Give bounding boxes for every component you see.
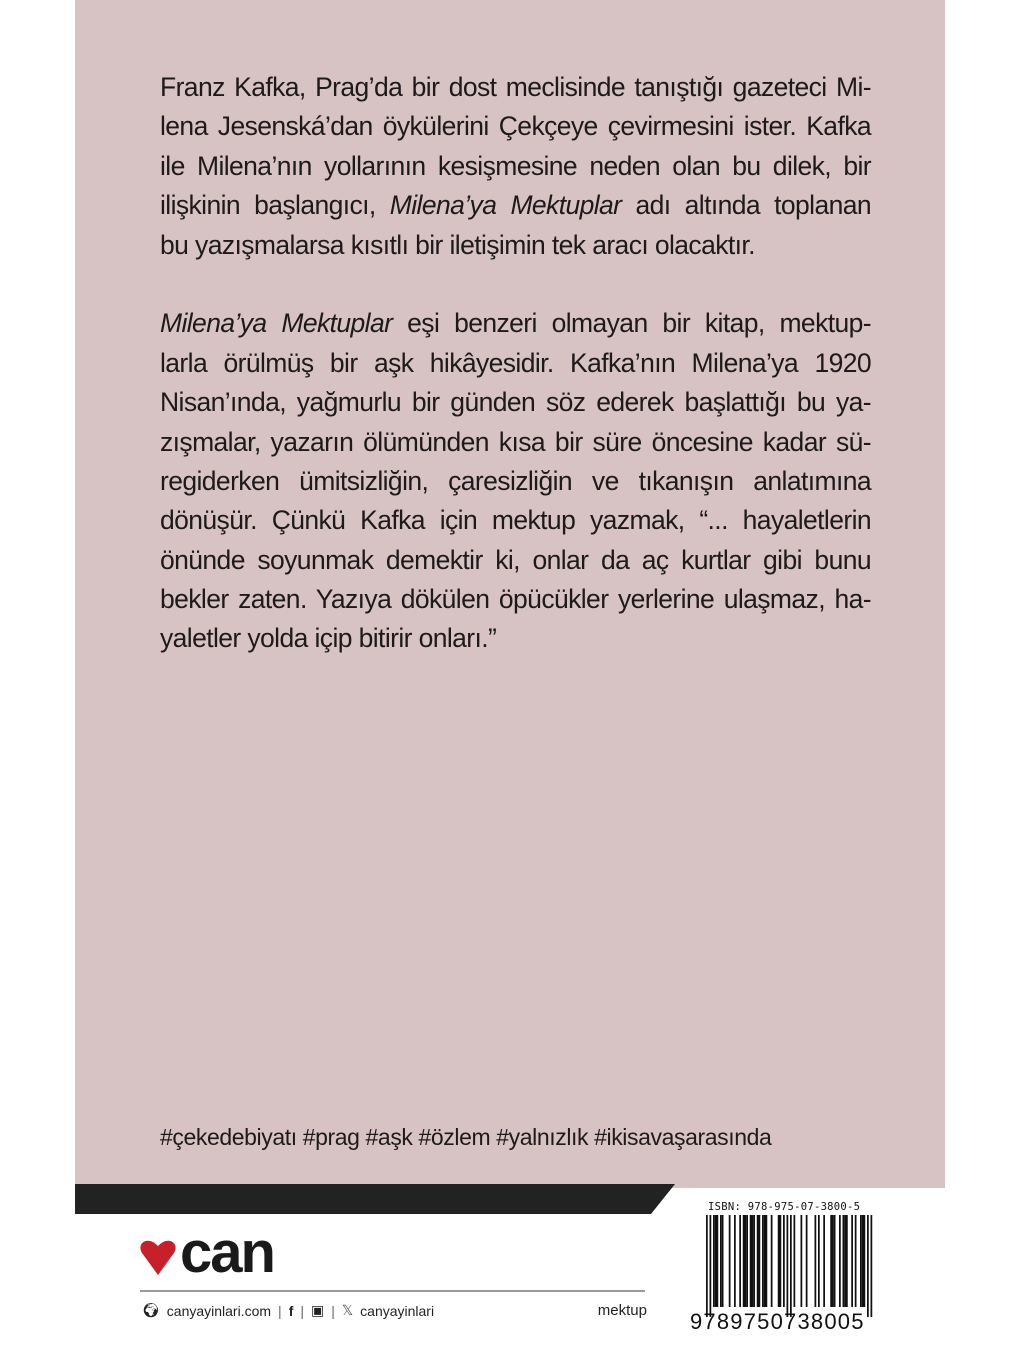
- barcode-bar: [757, 1215, 759, 1307]
- barcode-bar: [722, 1215, 724, 1307]
- text-segment: lena Jesenská’dan öykülerini Çekçeye çevirmesini ister. Kafka: [160, 111, 871, 142]
- separator: |: [300, 1302, 304, 1319]
- barcode-bar: [871, 1215, 873, 1317]
- barcode-bar: [801, 1215, 803, 1307]
- barcode-bar: [851, 1215, 853, 1307]
- barcode-bar: [729, 1215, 731, 1307]
- text-segment: bu yazışmalarsa kısıtlı bir iletişimin tek aracı olacaktır.: [160, 229, 755, 260]
- text-line: [160, 580, 871, 619]
- barcode-bar: [823, 1215, 825, 1307]
- text-segment: Nisan’ında, yağmurlu bir günden söz ederek başlattığı bu ya-: [160, 387, 871, 418]
- text-segment: bekler zaten. Yazıya dökülen öpücükler yerlerine ulaşmaz, ha-: [160, 584, 871, 615]
- barcode-bar: [764, 1215, 766, 1307]
- barcode-bar: [746, 1215, 748, 1307]
- barcode-bar: [745, 1215, 747, 1307]
- barcode-bar: [832, 1215, 834, 1307]
- barcode-bar: [843, 1215, 845, 1307]
- text-line: [160, 304, 871, 343]
- barcode-bar: [771, 1215, 773, 1307]
- barcode-bar: [753, 1215, 755, 1307]
- text-segment: regiderken ümitsizliğin, çaresizliğin ve tıkanışın anlatımına: [160, 465, 871, 496]
- text-line: [160, 383, 871, 422]
- barcode-bar: [739, 1215, 741, 1307]
- text-line: [160, 68, 871, 107]
- text-line: [160, 619, 871, 658]
- barcode-bar: [706, 1215, 708, 1317]
- barcode-bar: [834, 1215, 836, 1307]
- text-line: [160, 186, 871, 225]
- blurb: [160, 68, 871, 659]
- text-segment: önünde soyunmak demektir ki, onlar da aç kurtlar gibi bunu: [160, 544, 871, 575]
- cover-edge: [672, 1184, 945, 1188]
- barcode-bar: [778, 1215, 780, 1307]
- barcode-bar: [844, 1215, 846, 1307]
- divider: [140, 1290, 645, 1292]
- barcode-bar: [867, 1215, 869, 1317]
- barcode-bar: [713, 1215, 715, 1307]
- publisher-links: [142, 1302, 647, 1319]
- isbn-label: ISBN: 978-975-07-3800-5: [708, 1201, 861, 1213]
- text-line: [160, 226, 871, 265]
- publisher-logo: [138, 1220, 274, 1285]
- barcode-bar: [794, 1215, 796, 1307]
- barcode-bar: [734, 1215, 736, 1307]
- barcode: [706, 1215, 876, 1317]
- text-segment: larla örülmüş bir aşk hikâyesidir. Kafka’nın Milena’ya 1920: [160, 347, 871, 378]
- barcode-bar: [720, 1215, 722, 1307]
- text-segment: dönüşür. Çünkü Kafka için mektup yazmak, “... hayaletlerin: [160, 505, 871, 536]
- barcode-bar: [710, 1215, 712, 1317]
- text-segment: ile Milena’nın yollarının kesişmesine neden olan bu dilek, bir: [160, 150, 871, 181]
- barcode-bar: [783, 1215, 785, 1307]
- text-segment: ilişkinin başlangıcı,: [160, 190, 390, 221]
- text-line: [160, 147, 871, 186]
- text-line: [160, 501, 871, 540]
- text-segment: Franz Kafka, Prag’da bir dost meclisinde tanıştığı gazeteci Mi-: [160, 72, 871, 102]
- barcode-bar: [818, 1215, 820, 1307]
- x-icon[interactable]: 𝕏: [341, 1302, 354, 1318]
- website-link[interactable]: canyayinlari.com: [166, 1302, 272, 1319]
- barcode-bar: [806, 1215, 808, 1307]
- hashtags: #çekedebiyatı #prag #aşk #özlem #yalnızlık #ikisavaşarasında: [160, 1124, 772, 1150]
- separator: |: [331, 1302, 335, 1319]
- separator: |: [278, 1302, 282, 1319]
- barcode-bar: [750, 1215, 752, 1307]
- barcode-bar: [743, 1215, 745, 1307]
- barcode-bar: [717, 1215, 719, 1307]
- barcode-bar: [766, 1215, 768, 1307]
- barcode-bar: [762, 1215, 764, 1307]
- text-segment: zışmalar, yazarın ölümünden kısa bir süre öncesine kadar sü-: [160, 426, 871, 457]
- text-line: [160, 462, 871, 501]
- barcode-bar: [855, 1215, 857, 1307]
- barcode-digits: 9789750738005: [690, 1309, 865, 1334]
- barcode-bar: [830, 1215, 832, 1307]
- facebook-icon[interactable]: f: [288, 1302, 294, 1319]
- text-line: [160, 541, 871, 580]
- barcode-bar: [759, 1215, 761, 1307]
- barcode-bar: [864, 1215, 866, 1307]
- heart-icon: [138, 1237, 178, 1277]
- social-handle[interactable]: canyayinlari: [360, 1302, 435, 1319]
- category-label: mektup: [597, 1302, 647, 1319]
- text-segment: yaletler yolda içip bitirir onları.”: [160, 623, 497, 654]
- barcode-bar: [752, 1215, 754, 1307]
- black-band: [75, 1184, 675, 1214]
- paragraph-gap: [160, 265, 871, 304]
- barcode-bar: [787, 1215, 789, 1317]
- instagram-icon[interactable]: ▣: [311, 1302, 325, 1318]
- book-title: Milena’ya Mektuplar: [160, 308, 393, 339]
- logo-text: can: [180, 1220, 274, 1285]
- barcode-bar: [815, 1215, 817, 1307]
- text-line: [160, 107, 871, 146]
- text-line: [160, 344, 871, 383]
- text-line: [160, 423, 871, 462]
- text-segment: adı altında toplanan: [621, 190, 871, 221]
- barcode-bar: [839, 1215, 841, 1307]
- barcode-bar: [860, 1215, 862, 1307]
- globe-icon: 🌍︎: [142, 1302, 160, 1318]
- barcode-bar: [780, 1215, 782, 1307]
- text-segment: eşi benzeri olmayan bir kitap, mektup-: [392, 308, 871, 339]
- barcode-bar: [715, 1215, 717, 1307]
- book-title: Milena’ya Mektuplar: [389, 190, 622, 221]
- barcode-bar: [846, 1215, 848, 1307]
- barcode-bar: [790, 1215, 792, 1317]
- barcode-bar: [862, 1215, 864, 1307]
